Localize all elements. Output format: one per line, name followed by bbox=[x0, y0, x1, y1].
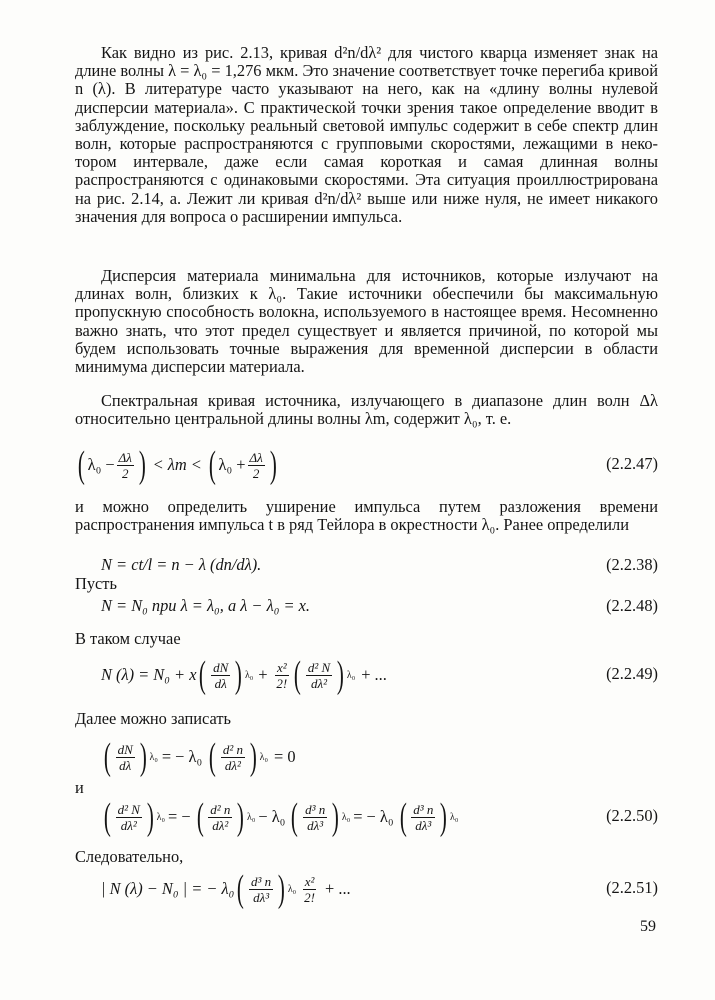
eq-unnumbered-body: ( $\frac{dN}{d\lambda}$ ) λ₀ = − λ₀ ( $\frac{\text{d² n}}{\text{dλ²}}$ ) λ₀ = 0 bbox=[103, 736, 296, 778]
equation-2-2-47 bbox=[75, 440, 658, 490]
eq-number: (2.2.48) bbox=[606, 596, 658, 615]
eq-number: (2.2.50) bbox=[606, 806, 658, 825]
eq-2-2-49-body: N (λ) = N₀ + x ( $\frac{dN}{d\lambda}$ ) λ₀ + $\frac{\text{x²}}{2!}$ ( $\frac{\text{d² N}}{\text{dλ²}}$ ) λ₀ + ... bbox=[101, 654, 387, 696]
paragraph-1: Как видно из рис. 2.13, кривая d²n/dλ² для чистого кварца изменяет знак на длине волны λ = λ₀ = 1,276 мкм. Это значение соответствует точке перегиба кривой n (λ). В литературе часто указывают на него, как на «длину волны нулевой дисперсии материала». С практической точки зрения такое определение вводит в заблуждение, поскольку реальный световой импульс содержит в себе спектр длин волн, которые распространяются с групповыми скоростями, лежащими в некотором интервале, даже если самая короткая и самая длинная волны распространяются с одинаковыми скоростями. Эта ситуация проиллюстрирована на рис. 2.14, а. Лежит ли кривая d²n/dλ² выше или ниже нуля, не имеет никакого значения для вопроса о расширении импульса. bbox=[75, 43, 658, 226]
equation-unnumbered bbox=[75, 732, 658, 782]
label-pust: Пусть bbox=[75, 574, 117, 593]
label-v-takom-sluchae: В таком случае bbox=[75, 629, 181, 648]
equation-2-2-49 bbox=[75, 650, 658, 700]
eq-number: (2.2.47) bbox=[606, 454, 658, 473]
paragraph-4: и можно определить уширение импульса путем разложения времени распространения импульса t в ряд Тейлора в окрестности λ₀. Ранее определили bbox=[75, 497, 658, 535]
equation-2-2-51 bbox=[75, 864, 658, 914]
equation-2-2-50 bbox=[75, 792, 658, 842]
eq-number: (2.2.51) bbox=[606, 878, 658, 897]
eq-number: (2.2.49) bbox=[606, 664, 658, 683]
page-number: 59 bbox=[640, 918, 656, 935]
eq-2-2-47-body: ( λ₀ − $\frac{\Delta\lambda}{2}$ ) < λm < ( λ₀ + $\frac{\Delta\lambda}{2}$ ) bbox=[77, 444, 277, 486]
eq-2-2-51-body: | N (λ) − N₀ | = − λ₀ ( $\frac{\text{d³ n}}{\text{dλ³}}$ ) λ₀ $\frac{\text{x²}}{2!}$ + ... bbox=[101, 868, 351, 910]
label-dalee: Далее можно записать bbox=[75, 709, 232, 728]
paragraph-3: Спектральная кривая источника, излучающего в диапазоне длин волн Δλ относительно центральной длины волны λm, содержит λ₀, т. е. bbox=[75, 391, 658, 429]
eq-2-2-50-body: ( $\frac{\text{d² N}}{\text{dλ²}}$ ) λ₀ = − ( $\frac{\text{d² n}}{\text{dλ²}}$ ) λ₀ − λ₀ ( $\frac{\text{d³ n}}{\text{dλ³}}$ ) λ₀ = − λ₀ ( $\frac{\text{d³ n}}{\text{dλ³}}$ ) λ₀ bbox=[103, 796, 459, 838]
label-i: и bbox=[75, 778, 84, 797]
label-sledovatelno: Следовательно, bbox=[75, 847, 184, 866]
paragraph-2: Дисперсия материала минимальна для источников, которые излучают на длинах волн, близких к λ₀. Такие источники обеспечили бы максимальную пропускную способность волокна, используемого в настоящее время. Несомненно важно знать, что этот предел существует и является причиной, по которой мы будем использовать точные выражения для временной дисперсии в области минимума дисперсии материала. bbox=[75, 266, 658, 377]
equation-2-2-38 bbox=[75, 553, 658, 575]
eq-2-2-38-body: N = ct/l = n − λ (dn/dλ). bbox=[101, 555, 262, 574]
eq-number: (2.2.38) bbox=[606, 555, 658, 574]
eq-2-2-48-body: N = N₀ при λ = λ₀, а λ − λ₀ = x. bbox=[101, 596, 311, 615]
equation-2-2-48 bbox=[75, 594, 658, 616]
